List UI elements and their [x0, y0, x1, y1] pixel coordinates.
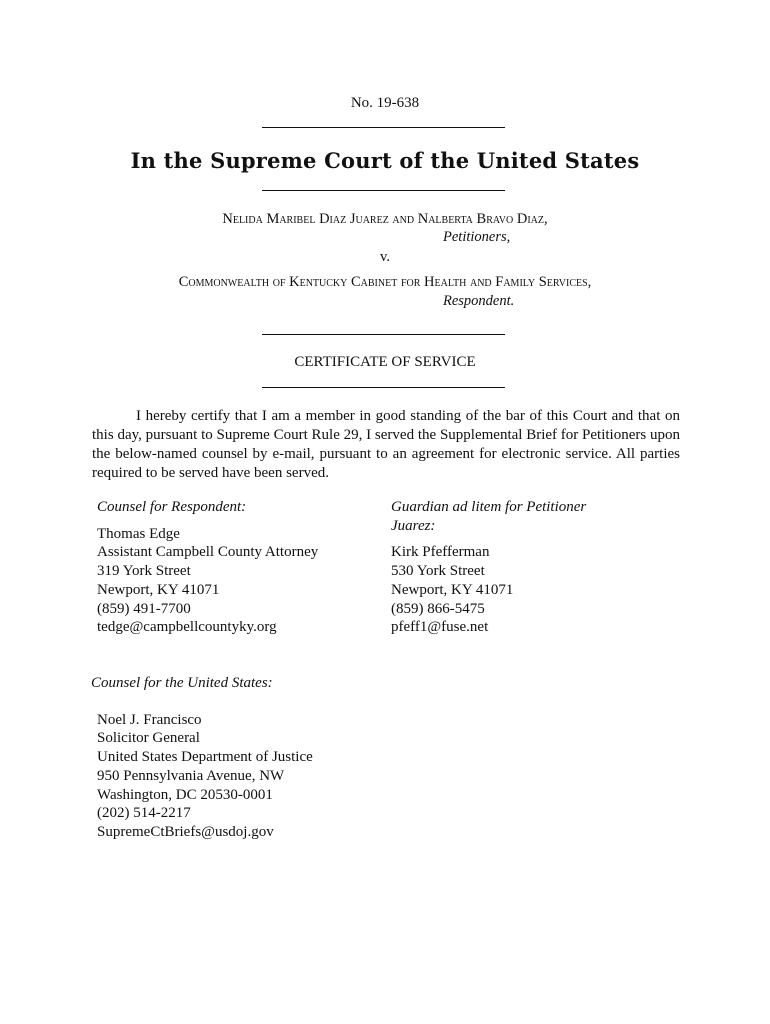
counsel-us-city: Washington, DC 20530-0001	[97, 786, 273, 803]
counsel-us-heading: Counsel for the United States:	[91, 675, 273, 691]
counsel-us-street: 950 Pennsylvania Avenue, NW	[97, 767, 285, 784]
respondent-role: Respondent.	[443, 293, 515, 309]
guardian-street: 530 York Street	[391, 563, 485, 580]
counsel-respondent-street: 319 York Street	[97, 563, 191, 580]
counsel-respondent-name: Thomas Edge	[97, 525, 180, 542]
divider-rule	[262, 190, 505, 191]
petitioners-names: Nelida Maribel Diaz Juarez and Nalberta Bravo Diaz,	[222, 211, 548, 227]
petitioners-role: Petitioners,	[443, 229, 511, 245]
divider-rule	[262, 334, 505, 335]
guardian-ad-litem-block	[391, 498, 586, 637]
guardian-heading-line1: Guardian ad litem for Petitioner	[391, 499, 587, 515]
certification-paragraph: I hereby certify that I am a member in good standing of the bar of this Court and that on this day, pursuant to Supreme Court Rule 29, I served the Supplemental Brief for Petitioners upon the below-named counsel by e-mail, pursuant to an agreement for electronic service. All parties required to be served have been served.	[92, 408, 680, 481]
docket-number: No. 19-638	[350, 95, 420, 111]
guardian-name: Kirk Pfefferman	[391, 544, 490, 561]
counsel-us-email: SupremeCtBriefs@usdoj.gov	[97, 823, 274, 840]
counsel-respondent-title: Assistant Campbell County Attorney	[97, 544, 319, 561]
counsel-respondent-block	[97, 498, 318, 637]
versus-label: v.	[380, 249, 390, 265]
guardian-phone: (859) 866-5475	[391, 600, 485, 617]
divider-rule	[262, 387, 505, 388]
counsel-us-name: Noel J. Francisco	[97, 711, 202, 728]
guardian-city: Newport, KY 41071	[391, 581, 514, 598]
counsel-united-states-block	[91, 674, 313, 842]
counsel-respondent-phone: (859) 491-7700	[97, 600, 191, 617]
respondent-name: Commonwealth of Kentucky Cabinet for Health and Family Services,	[178, 274, 592, 290]
divider-rule	[262, 127, 505, 128]
court-title: In the Supreme Court of the United States	[130, 148, 640, 173]
guardian-email: pfeff1@fuse.net	[391, 619, 489, 636]
counsel-us-phone: (202) 514-2217	[97, 805, 191, 822]
certificate-title: CERTIFICATE OF SERVICE	[294, 354, 476, 370]
counsel-respondent-city: Newport, KY 41071	[97, 581, 220, 598]
counsel-respondent-heading: Counsel for Respondent:	[97, 499, 247, 515]
guardian-heading-line2: Juarez:	[391, 517, 436, 534]
counsel-us-title: Solicitor General	[97, 730, 200, 747]
counsel-us-department: United States Department of Justice	[97, 749, 313, 766]
counsel-respondent-email: tedge@campbellcountyky.org	[97, 619, 277, 636]
